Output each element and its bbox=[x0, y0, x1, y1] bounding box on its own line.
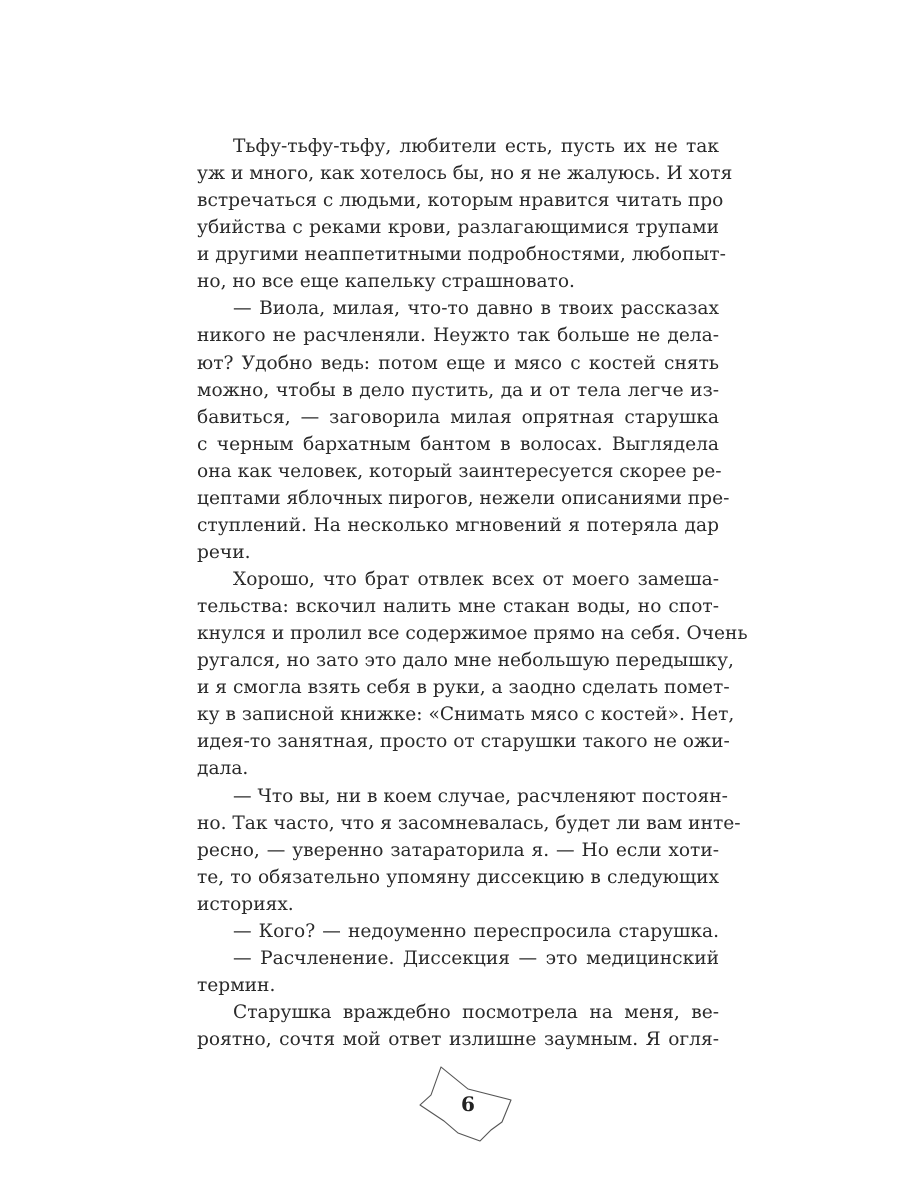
text-line: Старушка враждебно посмотрела на меня, ве- bbox=[233, 1002, 719, 1023]
text-line: термин. bbox=[197, 974, 276, 996]
text-line: убийства с реками крови, разлагающимися трупами bbox=[197, 217, 719, 239]
text-line: — Кого? — недоуменно переспросила старушка. bbox=[233, 920, 719, 942]
text-line: Тьфу-тьфу-тьфу, любители есть, пусть их не так bbox=[233, 136, 719, 157]
text-line: можно, чтобы в дело пустить, да и от тела легче из- bbox=[197, 379, 719, 401]
text-line: но. Так часто, что я засомневалась, будет ли вам инте- bbox=[197, 812, 741, 834]
text-line: роятно, сочтя мой ответ излишне заумным. Я огля- bbox=[197, 1029, 719, 1051]
text-line: — Что вы, ни в коем случае, расчленяют постоян- bbox=[233, 785, 728, 807]
page-number: 6 bbox=[461, 1092, 475, 1116]
text-line: встречаться с людьми, которым нравится читать про bbox=[197, 190, 724, 212]
text-line: Хорошо, что брат отвлек всех от моего замеша- bbox=[233, 569, 719, 590]
text-line: ругался, но зато это дало мне небольшую передышку, bbox=[197, 650, 734, 672]
text-line: тельства: вскочил налить мне стакан воды, но спот- bbox=[197, 596, 719, 618]
text-line: ресно, — уверенно затараторила я. — Но если хоти- bbox=[197, 839, 719, 861]
text-line: цептами яблочных пирогов, нежели описаниями пре- bbox=[197, 487, 730, 509]
text-line: те, то обязательно упомяну диссекцию в следующих bbox=[197, 866, 719, 888]
text-line: ют? Удобно ведь: потом еще и мясо с костей снять bbox=[197, 352, 719, 374]
text-line: она как человек, который заинтересуется скорее ре- bbox=[197, 460, 722, 482]
page-number-badge bbox=[418, 1062, 518, 1142]
text-line: ку в записной книжке: «Снимать мясо с костей». Нет, bbox=[197, 704, 735, 726]
text-line: — Виола, милая, что-то давно в твоих рассказах bbox=[233, 298, 719, 320]
text-line: и другими неаппетитными подробностями, любопыт- bbox=[197, 244, 726, 266]
text-line: никого не расчленяли. Неужто так больше не дела- bbox=[197, 325, 719, 347]
text-line: историях. bbox=[197, 893, 294, 915]
text-line: и я смогла взять себя в руки, а заодно сделать помет- bbox=[197, 677, 730, 699]
text-line: кнулся и пролил все содержимое прямо на себя. Очень bbox=[197, 623, 748, 645]
text-line: уж и много, как хотелось бы, но я не жалуюсь. И хотя bbox=[197, 163, 733, 185]
body-text bbox=[197, 133, 748, 1053]
text-line: дала. bbox=[197, 758, 249, 780]
text-line: бавиться, — заговорила милая опрятная старушка bbox=[197, 406, 719, 428]
text-line: — Расчленение. Диссекция — это медицинский bbox=[233, 947, 719, 969]
text-line: но, но все еще капельку страшновато. bbox=[197, 271, 575, 293]
text-line: речи. bbox=[197, 541, 251, 563]
text-line: ступлений. На несколько мгновений я потеряла дар bbox=[197, 514, 719, 536]
text-line: идея-то занятная, просто от старушки такого не ожи- bbox=[197, 731, 730, 753]
text-line: с черным бархатным бантом в волосах. Выглядела bbox=[197, 433, 719, 455]
